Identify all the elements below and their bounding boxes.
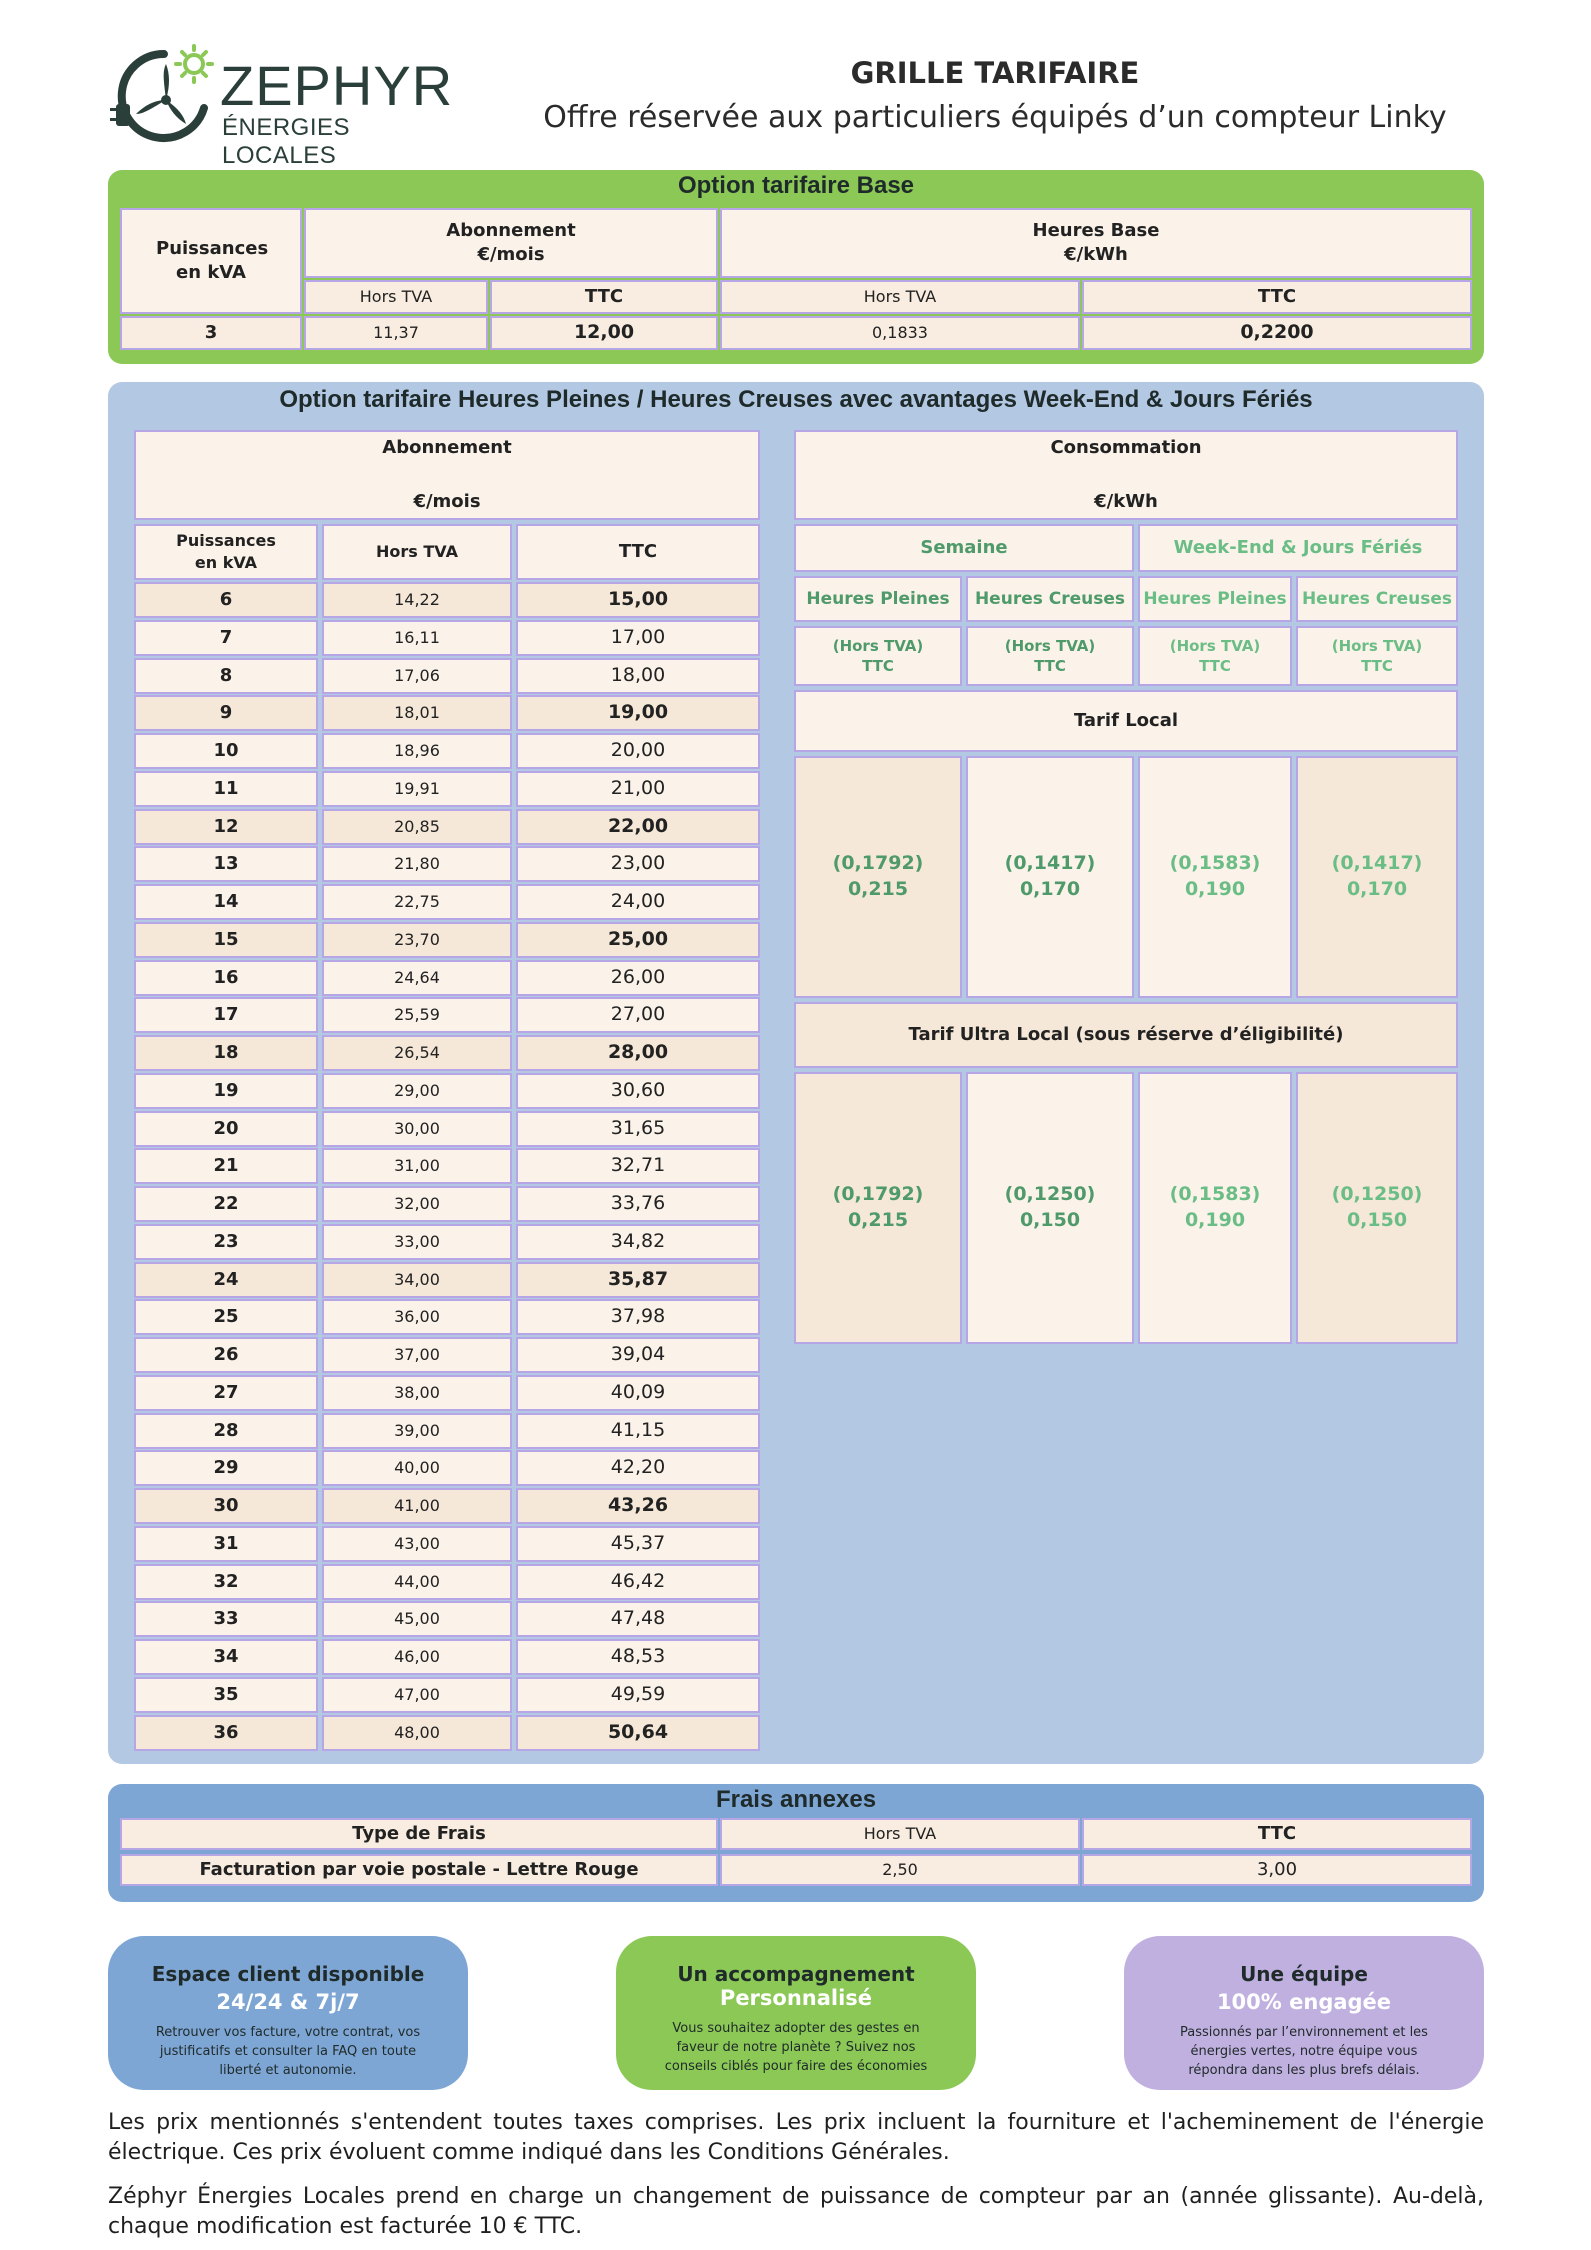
base-heures-base-header: Heures Base €/kWh (720, 208, 1472, 278)
row-abo-ht: 44,00 (322, 1564, 512, 1600)
row-abo-ht: 40,00 (322, 1450, 512, 1486)
row-abo-ttc: 30,60 (516, 1073, 760, 1109)
row-kva: 19 (134, 1073, 318, 1109)
tarif-ultra-semaine-hc: (0,1250) 0,150 (966, 1072, 1134, 1344)
row-abo-ht: 34,00 (322, 1262, 512, 1298)
row-abo-ht: 43,00 (322, 1526, 512, 1562)
tarif-ultra-header: Tarif Ultra Local (sous réserve d’éligibilité) (794, 1002, 1458, 1068)
period-semaine-hc: Heures Creuses (966, 576, 1134, 622)
row-abo-ht: 33,00 (322, 1224, 512, 1260)
row-kva: 9 (134, 695, 318, 731)
row-abo-ttc: 19,00 (516, 695, 760, 731)
row-abo-ttc: 31,65 (516, 1111, 760, 1147)
row-abo-ttc: 21,00 (516, 771, 760, 807)
frais-type-value: Facturation par voie postale - Lettre Rouge (120, 1854, 718, 1886)
row-abo-ttc: 26,00 (516, 960, 760, 996)
tarif-local-weekend-hp: (0,1583) 0,190 (1138, 756, 1292, 998)
period-weekend-hc: Heures Creuses (1296, 576, 1458, 622)
tarif-ultra-weekend-hp: (0,1583) 0,190 (1138, 1072, 1292, 1344)
row-abo-ht: 21,80 (322, 846, 512, 882)
hphc-abo-ht-header: Hors TVA (322, 524, 512, 580)
row-kva: 14 (134, 884, 318, 920)
row-abo-ht: 47,00 (322, 1677, 512, 1713)
row-kva: 23 (134, 1224, 318, 1260)
row-abo-ht: 31,00 (322, 1148, 512, 1184)
row-kva: 7 (134, 620, 318, 656)
page-subtitle: Offre réservée aux particuliers équipés d’un compteur Linky (543, 100, 1447, 135)
row-kva: 30 (134, 1488, 318, 1524)
hphc-weekend-header: Week-End & Jours Fériés (1138, 524, 1458, 572)
card-accompagnement (616, 1936, 976, 2090)
base-kva-value: 3 (120, 316, 302, 350)
base-option-panel (108, 170, 1484, 364)
wind-plug-icon (106, 42, 218, 146)
base-hb-ht-header: Hors TVA (720, 280, 1080, 314)
row-abo-ttc: 40,09 (516, 1375, 760, 1411)
row-abo-ttc: 25,00 (516, 922, 760, 958)
unit-weekend-hp: (Hors TVA) TTC (1138, 626, 1292, 686)
row-kva: 31 (134, 1526, 318, 1562)
row-kva: 18 (134, 1035, 318, 1071)
row-kva: 28 (134, 1413, 318, 1449)
base-puissances-header: Puissances en kVA (120, 208, 302, 314)
frais-ht-value: 2,50 (720, 1854, 1080, 1886)
row-abo-ttc: 17,00 (516, 620, 760, 656)
row-kva: 33 (134, 1601, 318, 1637)
hphc-semaine-header: Semaine (794, 524, 1134, 572)
row-abo-ht: 16,11 (322, 620, 512, 656)
row-kva: 35 (134, 1677, 318, 1713)
frais-type-header: Type de Frais (120, 1818, 718, 1850)
row-abo-ht: 18,96 (322, 733, 512, 769)
row-abo-ttc: 28,00 (516, 1035, 760, 1071)
row-abo-ht: 41,00 (322, 1488, 512, 1524)
row-kva: 24 (134, 1262, 318, 1298)
frais-annexes-title: Frais annexes (715, 1786, 877, 1813)
row-abo-ht: 17,06 (322, 658, 512, 694)
page-title: GRILLE TARIFAIRE (850, 56, 1140, 90)
row-abo-ttc: 35,87 (516, 1262, 760, 1298)
row-abo-ttc: 33,76 (516, 1186, 760, 1222)
row-abo-ttc: 34,82 (516, 1224, 760, 1260)
row-abo-ttc: 20,00 (516, 733, 760, 769)
row-abo-ttc: 18,00 (516, 658, 760, 694)
base-option-title: Option tarifaire Base (677, 172, 915, 199)
card-title: Une équipe (1240, 1962, 1368, 1986)
base-abonnement-header: Abonnement €/mois (304, 208, 718, 278)
row-abo-ttc: 48,53 (516, 1639, 760, 1675)
row-kva: 6 (134, 582, 318, 618)
row-abo-ht: 25,59 (322, 997, 512, 1033)
hphc-puissances-header: Puissances en kVA (134, 524, 318, 580)
tarif-local-header: Tarif Local (794, 690, 1458, 752)
base-abo-ttc-value: 12,00 (490, 316, 718, 350)
card-title: Un accompagnement (677, 1962, 915, 1986)
tarif-local-semaine-hp: (0,1792) 0,215 (794, 756, 962, 998)
period-weekend-hp: Heures Pleines (1138, 576, 1292, 622)
frais-ttc-header: TTC (1082, 1818, 1472, 1850)
base-hb-ttc-header: TTC (1082, 280, 1472, 314)
row-abo-ttc: 50,64 (516, 1715, 760, 1751)
row-kva: 20 (134, 1111, 318, 1147)
row-abo-ht: 19,91 (322, 771, 512, 807)
row-abo-ttc: 43,26 (516, 1488, 760, 1524)
brand-logo (106, 42, 466, 169)
row-kva: 13 (134, 846, 318, 882)
row-kva: 10 (134, 733, 318, 769)
tarif-local-semaine-hc: (0,1417) 0,170 (966, 756, 1134, 998)
row-abo-ttc: 49,59 (516, 1677, 760, 1713)
row-kva: 16 (134, 960, 318, 996)
row-abo-ht: 48,00 (322, 1715, 512, 1751)
row-abo-ttc: 39,04 (516, 1337, 760, 1373)
row-kva: 27 (134, 1375, 318, 1411)
row-abo-ttc: 23,00 (516, 846, 760, 882)
row-kva: 12 (134, 809, 318, 845)
row-kva: 26 (134, 1337, 318, 1373)
row-kva: 22 (134, 1186, 318, 1222)
base-abo-ht-value: 11,37 (304, 316, 488, 350)
unit-semaine-hp: (Hors TVA) TTC (794, 626, 962, 686)
unit-weekend-hc: (Hors TVA) TTC (1296, 626, 1458, 686)
row-abo-ttc: 42,20 (516, 1450, 760, 1486)
card-title: Espace client disponible (151, 1962, 425, 1986)
row-abo-ht: 32,00 (322, 1186, 512, 1222)
brand-name: ZEPHYR (220, 54, 454, 117)
card-description: Retrouver vos facture, votre contrat, vos justificatifs et consulter la FAQ en toute liberté et autonomie. (155, 2025, 421, 2078)
row-abo-ttc: 46,42 (516, 1564, 760, 1600)
row-abo-ttc: 41,15 (516, 1413, 760, 1449)
footer-power-change-note: Zéphyr Énergies Locales prend en charge un changement de puissance de compteur par an (année glissante). Au-delà, chaque modification est facturée 10 € TTC. (108, 2184, 1484, 2239)
tarif-ultra-weekend-hc: (0,1250) 0,150 (1296, 1072, 1458, 1344)
row-abo-ht: 23,70 (322, 922, 512, 958)
card-espace-client (108, 1936, 468, 2090)
row-kva: 11 (134, 771, 318, 807)
row-abo-ttc: 32,71 (516, 1148, 760, 1184)
row-abo-ttc: 22,00 (516, 809, 760, 845)
row-kva: 36 (134, 1715, 318, 1751)
tarif-local-weekend-hc: (0,1417) 0,170 (1296, 756, 1458, 998)
card-equipe (1124, 1936, 1484, 2090)
base-abo-ttc-header: TTC (490, 280, 718, 314)
row-abo-ht: 24,64 (322, 960, 512, 996)
row-kva: 21 (134, 1148, 318, 1184)
row-abo-ttc: 15,00 (516, 582, 760, 618)
row-abo-ht: 29,00 (322, 1073, 512, 1109)
row-kva: 32 (134, 1564, 318, 1600)
brand-subtitle: ÉNERGIES LOCALES (222, 114, 351, 169)
hphc-consommation-header: Consommation €/kWh (794, 430, 1458, 520)
row-abo-ttc: 47,48 (516, 1601, 760, 1637)
row-kva: 34 (134, 1639, 318, 1675)
frais-ht-header: Hors TVA (720, 1818, 1080, 1850)
card-highlight: Personnalisé (719, 1986, 873, 2010)
row-kva: 25 (134, 1299, 318, 1335)
row-abo-ttc: 27,00 (516, 997, 760, 1033)
frais-annexes-panel (108, 1784, 1484, 1902)
base-hb-ht-value: 0,1833 (720, 316, 1080, 350)
footer-prices-note: Les prix mentionnés s'entendent toutes taxes comprises. Les prix incluent la fourniture et l'acheminement de l'énergie électrique. Ces prix évoluent comme indiqué dans les Conditions Générales. (108, 2110, 1484, 2165)
row-abo-ht: 30,00 (322, 1111, 512, 1147)
row-abo-ht: 37,00 (322, 1337, 512, 1373)
row-abo-ht: 20,85 (322, 809, 512, 845)
unit-semaine-hc: (Hors TVA) TTC (966, 626, 1134, 686)
card-description: Vous souhaitez adopter des gestes en faveur de notre planète ? Suivez nos conseils ciblés pour faire des économies (664, 2021, 928, 2074)
row-abo-ht: 14,22 (322, 582, 512, 618)
hphc-option-panel (108, 382, 1484, 1764)
hphc-abo-ttc-header: TTC (516, 524, 760, 580)
base-abo-ht-header: Hors TVA (304, 280, 488, 314)
card-highlight: 100% engagée (1216, 1990, 1392, 2014)
card-description: Passionnés par l’environnement et les énergies vertes, notre équipe vous répondra dans les plus brefs délais. (1180, 2025, 1428, 2078)
row-abo-ht: 39,00 (322, 1413, 512, 1449)
row-abo-ht: 18,01 (322, 695, 512, 731)
row-abo-ht: 45,00 (322, 1601, 512, 1637)
row-abo-ht: 36,00 (322, 1299, 512, 1335)
frais-ttc-value: 3,00 (1082, 1854, 1472, 1886)
row-abo-ttc: 37,98 (516, 1299, 760, 1335)
row-abo-ht: 46,00 (322, 1639, 512, 1675)
row-abo-ht: 26,54 (322, 1035, 512, 1071)
base-hb-ttc-value: 0,2200 (1082, 316, 1472, 350)
row-abo-ttc: 24,00 (516, 884, 760, 920)
row-abo-ht: 38,00 (322, 1375, 512, 1411)
row-kva: 8 (134, 658, 318, 694)
row-abo-ht: 22,75 (322, 884, 512, 920)
hphc-abonnement-header: Abonnement €/mois (134, 430, 760, 520)
hphc-option-title: Option tarifaire Heures Pleines / Heures Creuses avec avantages Week-End & Jours Fériés (279, 386, 1313, 413)
period-semaine-hp: Heures Pleines (794, 576, 962, 622)
row-kva: 29 (134, 1450, 318, 1486)
row-kva: 15 (134, 922, 318, 958)
row-abo-ttc: 45,37 (516, 1526, 760, 1562)
card-highlight: 24/24 & 7j/7 (216, 1990, 360, 2014)
tarif-ultra-semaine-hp: (0,1792) 0,215 (794, 1072, 962, 1344)
row-kva: 17 (134, 997, 318, 1033)
